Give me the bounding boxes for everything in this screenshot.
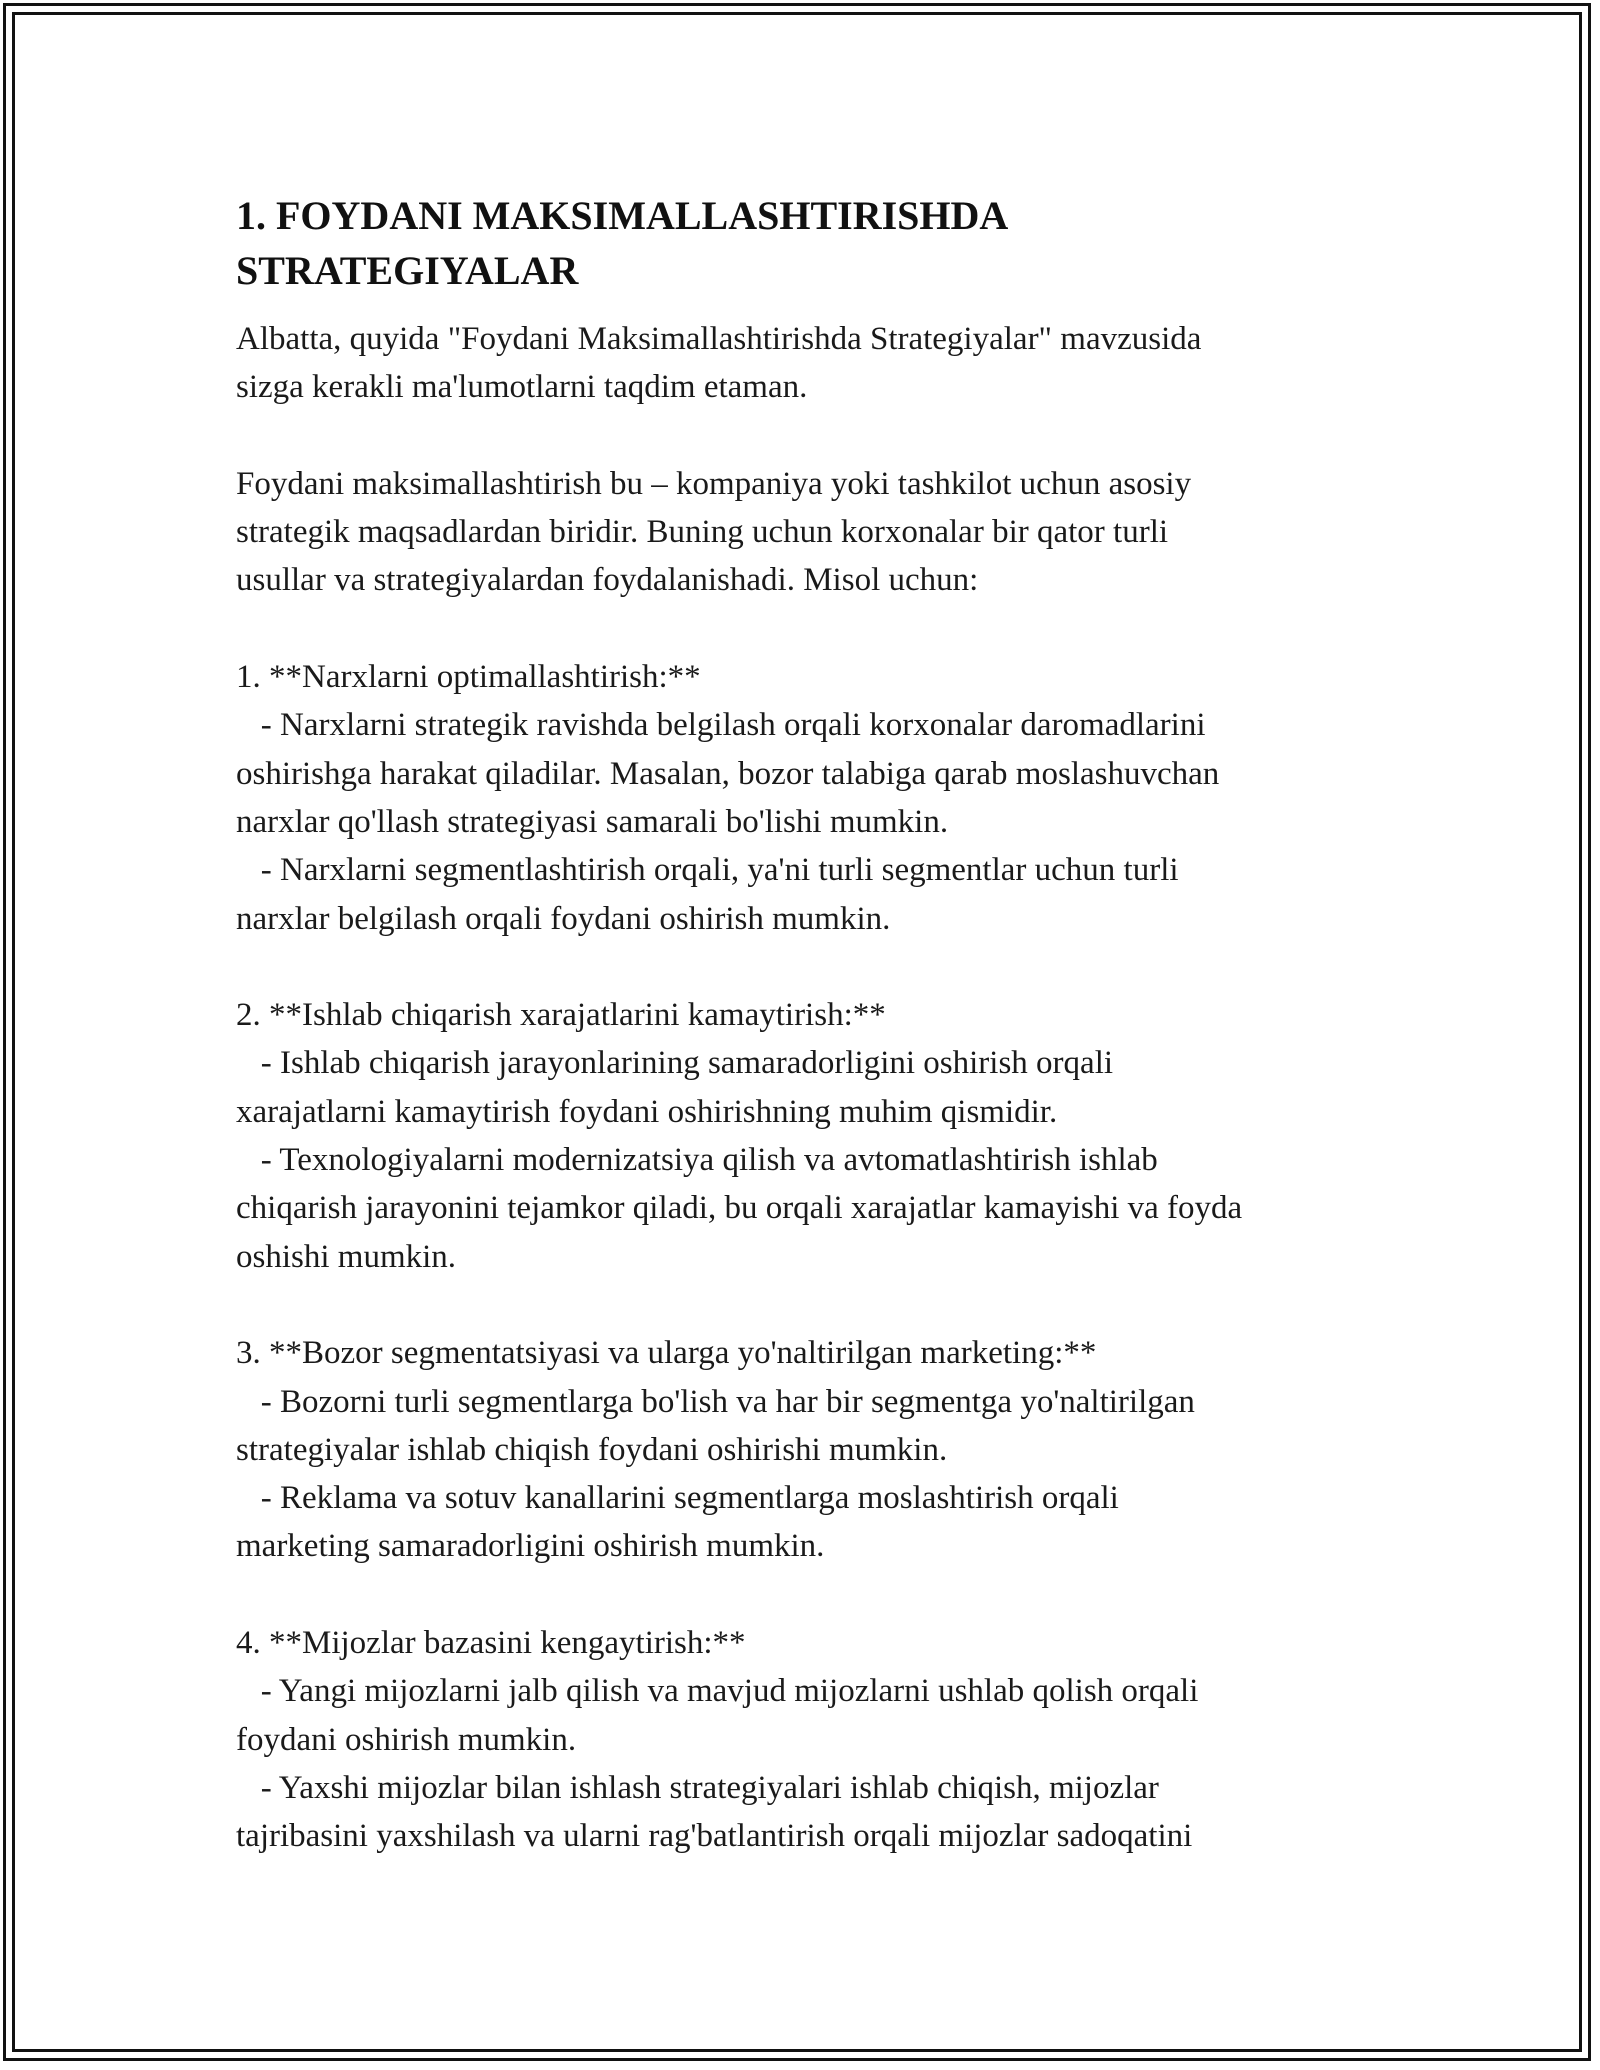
paragraph-line: narxlar belgilash orqali foydani oshirish mumkin. [236,900,891,937]
paragraph-line: - Texnologiyalarni modernizatsiya qilish va avtomatlashtirish ishlab [236,1142,1158,1179]
paragraph-line: - Reklama va sotuv kanallarini segmentlarga moslashtirish orqali [236,1480,1119,1517]
paragraph-gap [236,943,1406,991]
paragraph-gap [236,605,1406,653]
paragraph-line: xarajatlarni kamaytirish foydani oshirishning muhim qismidir. [236,1093,1058,1130]
paragraph-line: - Bozorni turli segmentlarga bo'lish va har bir segmentga yo'naltirilgan [236,1383,1195,1420]
paragraph-line: 4. **Mijozlar bazasini kengaytirish:** [236,1625,746,1662]
title-line: STRATEGIYALAR [236,248,579,293]
document-body [236,188,1406,1861]
document-paragraphs [236,315,1406,1861]
paragraph [236,991,1406,1281]
paragraph [236,653,1406,943]
title-line: 1. FOYDANI MAKSIMALLASHTIRISHDA [236,193,1009,238]
paragraph-gap [236,1281,1406,1329]
paragraph-line: narxlar qo'llash strategiyasi samarali bo'lishi mumkin. [236,803,949,840]
paragraph-gap [236,412,1406,460]
paragraph-line: tajribasini yaxshilash va ularni rag'batlantirish orqali mijozlar sadoqatini [236,1818,1193,1855]
paragraph-line: oshirishga harakat qiladilar. Masalan, bozor talabiga qarab moslashuvchan [236,755,1220,792]
paragraph-line: - Narxlarni strategik ravishda belgilash orqali korxonalar daromadlarini [236,707,1206,744]
paragraph-line: 2. **Ishlab chiqarish xarajatlarini kamaytirish:** [236,997,886,1034]
paragraph-line: strategiyalar ishlab chiqish foydani oshirishi mumkin. [236,1431,948,1468]
paragraph-line: - Ishlab chiqarish jarayonlarining samaradorligini oshirish orqali [236,1045,1114,1082]
paragraph-gap [236,1571,1406,1619]
paragraph-line: Albatta, quyida "Foydani Maksimallashtirishda Strategiyalar" mavzusida [236,321,1202,357]
paragraph [236,315,1406,412]
paragraph-line: - Yangi mijozlarni jalb qilish va mavjud mijozlarni ushlab qolish orqali [236,1673,1199,1710]
paragraph-line: chiqarish jarayonini tejamkor qiladi, bu orqali xarajatlar kamayishi va foyda [236,1190,1243,1227]
paragraph-line: 3. **Bozor segmentatsiyasi va ularga yo'naltirilgan marketing:** [236,1335,1097,1372]
paragraph [236,460,1406,605]
paragraph-line: usullar va strategiyalardan foydalanishadi. Misol uchun: [236,562,979,599]
paragraph-line: strategik maqsadlardan biridir. Buning uchun korxonalar bir qator turli [236,514,1169,551]
document-title [236,188,1406,298]
paragraph-line: oshishi mumkin. [236,1238,457,1275]
paragraph-line: foydani oshirish mumkin. [236,1721,577,1758]
paragraph [236,1329,1406,1570]
paragraph [236,1619,1406,1860]
paragraph-line: sizga kerakli ma'lumotlarni taqdim etaman. [236,369,808,406]
paragraph-line: - Yaxshi mijozlar bilan ishlash strategiyalari ishlab chiqish, mijozlar [236,1769,1159,1806]
paragraph-line: - Narxlarni segmentlashtirish orqali, ya'ni turli segmentlar uchun turli [236,852,1179,889]
paragraph-line: 1. **Narxlarni optimallashtirish:** [236,659,701,696]
paragraph-line: marketing samaradorligini oshirish mumkin. [236,1528,825,1565]
paragraph-line: Foydani maksimallashtirish bu – kompaniya yoki tashkilot uchun asosiy [236,465,1192,502]
